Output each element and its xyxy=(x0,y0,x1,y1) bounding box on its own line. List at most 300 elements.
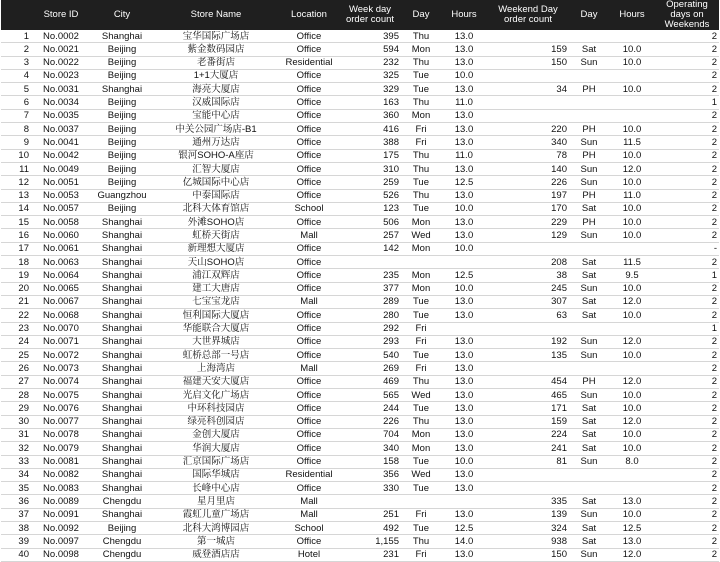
cell-store-name: 国际华城店 xyxy=(192,469,240,481)
cell-weekday-order-count: 232 xyxy=(383,57,399,69)
cell-store-id: No.0071 xyxy=(43,336,79,348)
cell-weekday-order-count: 1,155 xyxy=(375,535,399,547)
cell-store-name: 威登酒店店 xyxy=(192,549,240,561)
cell-weekend-order-count: 229 xyxy=(551,216,567,228)
cell-operating-days: 2 xyxy=(711,163,717,175)
cell-store-id: No.0041 xyxy=(43,136,79,148)
cell-city: Shanghai xyxy=(101,230,143,241)
cell-store-name: 上海湾店 xyxy=(196,362,235,374)
cell-weekend-day xyxy=(569,242,609,255)
cell-city: Shanghai xyxy=(101,376,143,388)
cell-operating-days: 2 xyxy=(711,469,717,481)
cell-operating-days: 1 xyxy=(711,269,717,281)
cell-weekday-hours: 13.0 xyxy=(454,402,474,414)
cell-operating-days: 2 xyxy=(711,522,717,534)
cell-operating-days: 2 xyxy=(711,456,717,468)
cell-weekday-order-count xyxy=(339,256,401,269)
cell-weekday-day: Fri xyxy=(415,136,427,148)
cell-weekday-hours: 12.5 xyxy=(454,176,474,188)
cell-index: 19 xyxy=(18,269,29,281)
cell-index: 32 xyxy=(18,442,29,454)
header-store-name: Store Name xyxy=(153,0,279,30)
cell-weekend-order-count: 139 xyxy=(551,509,567,521)
cell-weekend-order-count xyxy=(487,69,569,82)
cell-operating-days: 2 xyxy=(711,203,717,215)
cell-store-id: No.0076 xyxy=(43,402,79,414)
cell-weekday-day: Wed xyxy=(411,389,431,401)
cell-store-id: No.0070 xyxy=(43,323,79,335)
cell-index: 31 xyxy=(18,429,29,441)
cell-weekday-hours: 12.5 xyxy=(454,269,474,281)
cell-weekday-order-count: 395 xyxy=(383,30,399,42)
cell-store-name: 宝能中心店 xyxy=(192,110,240,122)
cell-weekend-day: Sat xyxy=(581,43,597,55)
cell-weekday-hours xyxy=(441,495,487,508)
cell-store-name: 浦江双辉店 xyxy=(192,269,240,281)
cell-weekday-hours xyxy=(441,322,487,335)
cell-operating-days: 2 xyxy=(711,150,717,162)
cell-operating-days: 2 xyxy=(711,70,717,82)
cell-city: Beijing xyxy=(107,43,137,55)
cell-weekday-order-count: 269 xyxy=(383,362,399,374)
cell-store-id: No.0078 xyxy=(43,429,79,441)
table-row xyxy=(1,162,719,175)
cell-weekday-day: Mon xyxy=(411,429,431,441)
cell-operating-days: 2 xyxy=(711,429,717,441)
cell-weekend-day: Sun xyxy=(580,456,598,468)
cell-weekday-hours: 13.0 xyxy=(454,349,474,361)
cell-location: Office xyxy=(296,429,322,441)
cell-weekend-order-count: 78 xyxy=(556,150,567,162)
cell-city: Shanghai xyxy=(101,416,143,428)
cell-operating-days: 2 xyxy=(711,123,717,135)
header-weekday-day: Day xyxy=(401,0,441,30)
cell-weekday-day: Thu xyxy=(412,150,430,162)
cell-weekend-order-count: 324 xyxy=(551,522,567,534)
cell-index: 17 xyxy=(18,243,29,255)
cell-weekend-day: PH xyxy=(582,150,596,162)
cell-weekday-order-count: 231 xyxy=(383,549,399,561)
cell-weekend-day: Sun xyxy=(580,336,598,348)
cell-weekend-order-count: 159 xyxy=(551,416,567,428)
cell-weekend-day: PH xyxy=(582,216,596,228)
cell-weekend-day: PH xyxy=(582,190,596,202)
cell-location: Office xyxy=(296,376,322,388)
cell-store-id: No.0053 xyxy=(43,190,79,202)
cell-weekday-hours: 14.0 xyxy=(454,535,474,547)
cell-store-name: 星月里店 xyxy=(196,495,235,507)
cell-weekday-hours: 13.0 xyxy=(454,482,474,494)
cell-operating-days: 2 xyxy=(711,509,717,521)
cell-operating-days: 2 xyxy=(711,402,717,414)
cell-weekend-order-count: 245 xyxy=(551,283,567,295)
cell-weekend-day: Sun xyxy=(580,389,598,401)
cell-weekend-hours: 10.0 xyxy=(622,349,642,361)
cell-weekend-day: Sun xyxy=(580,549,598,561)
cell-store-id: No.0002 xyxy=(43,30,79,42)
cell-weekday-day xyxy=(401,256,441,269)
cell-location: Office xyxy=(296,136,322,148)
cell-weekend-hours xyxy=(609,468,655,481)
cell-location: Residential xyxy=(285,469,333,481)
cell-weekday-day: Tue xyxy=(412,176,430,188)
table-row xyxy=(1,269,719,282)
cell-operating-days: 2 xyxy=(711,535,717,547)
cell-weekend-day xyxy=(569,468,609,481)
cell-weekday-day: Fri xyxy=(415,336,427,348)
header-index xyxy=(1,0,31,30)
cell-weekend-order-count: 135 xyxy=(551,349,567,361)
cell-index: 14 xyxy=(18,203,29,215)
cell-store-id: No.0058 xyxy=(43,216,79,228)
cell-weekend-day: Sat xyxy=(581,402,597,414)
table-row xyxy=(1,468,719,481)
cell-weekend-day: Sun xyxy=(580,509,598,521)
table-row xyxy=(1,282,719,295)
cell-operating-days: - xyxy=(713,243,717,255)
cell-index: 4 xyxy=(23,70,29,82)
cell-location: Mall xyxy=(300,230,318,241)
cell-weekend-order-count: 340 xyxy=(551,136,567,148)
cell-store-name: 七宝宝龙店 xyxy=(192,296,240,308)
cell-weekend-order-count: 454 xyxy=(551,376,567,388)
cell-store-name: 中关公园广场店-B1 xyxy=(175,123,257,135)
cell-store-name: 老番街店 xyxy=(196,57,235,69)
cell-weekend-hours: 11.5 xyxy=(623,256,641,268)
cell-weekday-order-count: 289 xyxy=(383,296,399,308)
cell-weekday-day: Fri xyxy=(415,323,427,335)
cell-weekend-hours: 12.5 xyxy=(622,522,642,534)
cell-location: Office xyxy=(296,482,322,494)
table-row xyxy=(1,335,719,348)
table-row xyxy=(1,375,719,388)
cell-weekend-day: Sun xyxy=(580,349,598,361)
cell-weekend-hours: 10.0 xyxy=(622,203,642,215)
cell-weekend-day: PH xyxy=(582,83,596,95)
cell-weekday-day: Fri xyxy=(415,362,427,374)
cell-city: Beijing xyxy=(107,110,137,122)
table-row xyxy=(1,521,719,534)
table-row xyxy=(1,548,719,561)
cell-location: Office xyxy=(296,110,322,122)
table-row xyxy=(1,415,719,428)
cell-weekend-order-count: 208 xyxy=(551,256,567,268)
table-row xyxy=(1,56,719,69)
header-location: Location xyxy=(279,0,339,30)
cell-weekend-hours: 9.5 xyxy=(625,269,639,281)
cell-weekday-hours: 13.0 xyxy=(454,136,474,148)
cell-city: Beijing xyxy=(107,522,137,534)
table-header xyxy=(1,0,719,30)
cell-weekday-order-count: 388 xyxy=(383,136,399,148)
cell-location: Mall xyxy=(300,509,318,521)
cell-city: Shanghai xyxy=(101,216,143,228)
cell-weekend-hours: 12.0 xyxy=(622,416,642,428)
cell-weekend-order-count: 224 xyxy=(551,429,567,441)
cell-weekday-order-count: 280 xyxy=(383,309,399,321)
cell-location: Office xyxy=(296,323,322,335)
cell-weekday-day: Thu xyxy=(412,163,430,175)
cell-store-name: 恒利国际大厦店 xyxy=(182,309,250,321)
cell-store-name: 福建天安大厦店 xyxy=(182,376,250,388)
cell-index: 33 xyxy=(18,456,29,468)
cell-weekend-day xyxy=(569,109,609,122)
cell-weekday-order-count: 356 xyxy=(383,469,399,481)
table-row xyxy=(1,389,719,402)
cell-weekend-order-count xyxy=(487,362,569,375)
cell-store-name: 第一城店 xyxy=(196,535,235,547)
cell-index: 6 xyxy=(23,97,29,109)
cell-weekday-day: Tue xyxy=(412,522,430,534)
cell-location: Office xyxy=(296,283,322,295)
cell-store-id: No.0021 xyxy=(43,43,79,55)
cell-weekend-day: Sun xyxy=(580,230,598,241)
table-row xyxy=(1,149,719,162)
cell-store-id: No.0068 xyxy=(43,309,79,321)
table-row xyxy=(1,202,719,215)
cell-city: Shanghai xyxy=(101,429,143,441)
cell-weekend-day: Sun xyxy=(580,57,598,69)
cell-index: 26 xyxy=(18,362,29,374)
table-row xyxy=(1,189,719,202)
cell-city: Guangzhou xyxy=(97,190,147,202)
header-weekend-order-count: Weekend Day order count xyxy=(487,0,569,30)
cell-store-name: 海亮大厦店 xyxy=(192,83,240,95)
cell-weekend-hours: 10.0 xyxy=(622,429,642,441)
cell-weekday-day: Mon xyxy=(411,442,431,454)
cell-store-name: 汇智大厦店 xyxy=(192,163,240,175)
table-row xyxy=(1,69,719,82)
table-row xyxy=(1,30,719,43)
cell-location: Office xyxy=(296,123,322,135)
cell-operating-days: 2 xyxy=(711,389,717,401)
cell-index: 39 xyxy=(18,535,29,547)
cell-index: 18 xyxy=(18,256,29,268)
cell-store-id: No.0051 xyxy=(43,176,79,188)
cell-store-name: 银河SOHO-A座店 xyxy=(178,150,254,162)
cell-weekend-day: Sat xyxy=(581,522,597,534)
cell-weekday-order-count: 259 xyxy=(383,176,399,188)
cell-weekday-order-count: 244 xyxy=(383,402,399,414)
cell-weekday-hours: 13.0 xyxy=(454,43,474,55)
cell-city: Chengdu xyxy=(102,495,142,507)
cell-store-id: No.0022 xyxy=(43,57,79,69)
cell-weekday-day: Wed xyxy=(411,230,431,241)
table-row xyxy=(1,295,719,308)
cell-weekday-day: Wed xyxy=(411,469,431,481)
cell-store-name: 汉威国际店 xyxy=(192,97,240,109)
cell-weekday-order-count: 123 xyxy=(383,203,399,215)
cell-weekend-order-count: 140 xyxy=(551,163,567,175)
table-row xyxy=(1,442,719,455)
cell-index: 35 xyxy=(18,482,29,494)
table-row xyxy=(1,402,719,415)
cell-weekday-day: Mon xyxy=(411,216,431,228)
cell-weekend-day: Sat xyxy=(581,296,597,308)
cell-weekend-order-count: 150 xyxy=(551,549,567,561)
cell-store-name: 金创大厦店 xyxy=(192,429,240,441)
cell-store-name: 北科大体育馆店 xyxy=(182,203,250,215)
cell-store-id: No.0081 xyxy=(43,456,79,468)
cell-operating-days: 2 xyxy=(711,230,717,241)
cell-index: 24 xyxy=(18,336,29,348)
cell-weekday-hours: 13.0 xyxy=(454,110,474,122)
cell-city: Beijing xyxy=(107,176,137,188)
cell-weekend-hours: 11.0 xyxy=(623,190,641,202)
cell-weekend-order-count: 34 xyxy=(556,83,567,95)
cell-index: 22 xyxy=(18,309,29,321)
cell-weekend-order-count xyxy=(487,482,569,495)
cell-weekday-day: Mon xyxy=(411,283,431,295)
cell-weekend-hours: 12.0 xyxy=(622,376,642,388)
cell-index: 40 xyxy=(18,549,29,561)
cell-weekday-hours: 11.0 xyxy=(455,150,473,162)
cell-location: Office xyxy=(296,150,322,162)
cell-weekend-hours: 10.0 xyxy=(622,283,642,295)
cell-city: Shanghai xyxy=(101,349,143,361)
cell-store-name: 中环科技园店 xyxy=(187,402,245,414)
cell-weekend-hours xyxy=(609,242,655,255)
cell-weekend-order-count xyxy=(487,96,569,109)
cell-weekend-hours: 10.0 xyxy=(622,402,642,414)
cell-store-id: No.0079 xyxy=(43,442,79,454)
table-row xyxy=(1,229,719,242)
cell-city: Shanghai xyxy=(101,469,143,481)
cell-index: 23 xyxy=(18,323,29,335)
cell-weekday-order-count: 235 xyxy=(383,269,399,281)
cell-index: 2 xyxy=(23,43,29,55)
cell-weekday-order-count: 506 xyxy=(383,216,399,228)
cell-weekday-day: Thu xyxy=(412,57,430,69)
cell-weekend-hours: 13.0 xyxy=(622,495,642,507)
cell-weekend-order-count: 150 xyxy=(551,57,567,69)
cell-location: Office xyxy=(296,456,322,468)
cell-operating-days: 2 xyxy=(711,83,717,95)
cell-operating-days: 2 xyxy=(711,362,717,374)
cell-location: School xyxy=(294,203,324,215)
cell-weekday-hours: 11.0 xyxy=(455,97,473,109)
cell-weekend-day: Sat xyxy=(581,535,597,547)
cell-weekday-day: Tue xyxy=(412,456,430,468)
cell-weekend-hours: 10.0 xyxy=(622,57,642,69)
cell-weekday-day: Thu xyxy=(412,190,430,202)
cell-store-name: 虹桥总部一号店 xyxy=(182,349,250,361)
cell-city: Beijing xyxy=(107,163,137,175)
cell-weekend-order-count: 307 xyxy=(551,296,567,308)
table-row xyxy=(1,495,719,508)
table-row xyxy=(1,176,719,189)
cell-store-name: 1+1大厦店 xyxy=(193,70,239,82)
cell-store-name: 宝华国际广场店 xyxy=(182,30,250,42)
cell-operating-days: 2 xyxy=(711,336,717,348)
cell-weekday-order-count: 310 xyxy=(383,163,399,175)
cell-index: 36 xyxy=(18,495,29,507)
cell-weekend-hours: 10.0 xyxy=(622,230,642,241)
cell-city: Shanghai xyxy=(101,243,143,255)
cell-store-name: 华能联合大厦店 xyxy=(182,323,250,335)
cell-store-name: 霞虹儿童广场店 xyxy=(182,509,250,521)
cell-location: Office xyxy=(296,336,322,348)
cell-weekend-day: PH xyxy=(582,376,596,388)
cell-location: Office xyxy=(296,416,322,428)
cell-weekend-day xyxy=(569,30,609,43)
cell-location: Office xyxy=(296,309,322,321)
cell-weekday-hours: 13.0 xyxy=(454,216,474,228)
cell-store-id: No.0074 xyxy=(43,376,79,388)
cell-weekday-hours: 10.0 xyxy=(454,283,474,295)
cell-weekend-day: Sat xyxy=(581,429,597,441)
cell-index: 1 xyxy=(23,30,29,42)
cell-store-id: No.0067 xyxy=(43,296,79,308)
cell-index: 16 xyxy=(18,230,29,241)
cell-weekend-hours: 10.0 xyxy=(622,123,642,135)
cell-weekday-order-count: 257 xyxy=(383,230,399,241)
cell-weekday-order-count: 158 xyxy=(383,456,399,468)
cell-city: Shanghai xyxy=(101,362,143,374)
cell-operating-days: 1 xyxy=(711,323,717,335)
cell-weekday-day: Mon xyxy=(411,43,431,55)
cell-weekend-hours: 10.0 xyxy=(622,309,642,321)
cell-weekend-hours: 10.0 xyxy=(622,442,642,454)
table-row xyxy=(1,482,719,495)
cell-weekday-hours: 12.5 xyxy=(454,522,474,534)
cell-location: Office xyxy=(296,216,322,228)
cell-weekend-hours: 13.0 xyxy=(622,535,642,547)
cell-weekday-order-count: 293 xyxy=(383,336,399,348)
cell-store-id: No.0077 xyxy=(43,416,79,428)
cell-weekday-hours: 10.0 xyxy=(454,203,474,215)
table-row xyxy=(1,242,719,255)
cell-location: Office xyxy=(296,30,322,42)
cell-weekday-order-count: 526 xyxy=(383,190,399,202)
cell-weekday-hours: 10.0 xyxy=(454,70,474,82)
cell-weekend-hours xyxy=(609,96,655,109)
cell-weekday-hours: 13.0 xyxy=(454,309,474,321)
cell-weekend-order-count xyxy=(487,109,569,122)
cell-weekday-day: Tue xyxy=(412,402,430,414)
cell-weekend-day: Sat xyxy=(581,203,597,215)
cell-store-name: 华润大厦店 xyxy=(192,442,240,454)
cell-index: 3 xyxy=(23,57,29,69)
cell-weekday-order-count: 704 xyxy=(383,429,399,441)
header-city: City xyxy=(91,0,153,30)
cell-weekend-hours: 12.0 xyxy=(622,336,642,348)
cell-location: Office xyxy=(296,389,322,401)
cell-city: Shanghai xyxy=(101,509,143,521)
cell-store-id: No.0063 xyxy=(43,256,79,268)
cell-city: Beijing xyxy=(107,203,137,215)
cell-store-id: No.0083 xyxy=(43,482,79,494)
cell-weekend-order-count: 192 xyxy=(551,336,567,348)
cell-city: Shanghai xyxy=(101,256,143,268)
cell-operating-days: 2 xyxy=(711,30,717,42)
cell-weekday-order-count: 469 xyxy=(383,376,399,388)
cell-store-name: 新理想大厦店 xyxy=(187,243,245,255)
cell-weekend-hours: 11.5 xyxy=(623,136,641,148)
cell-operating-days: 2 xyxy=(711,110,717,122)
cell-index: 38 xyxy=(18,522,29,534)
cell-weekend-order-count: 81 xyxy=(556,456,567,468)
cell-weekend-order-count: 241 xyxy=(551,442,567,454)
cell-location: Office xyxy=(296,535,322,547)
cell-index: 27 xyxy=(18,376,29,388)
cell-store-id: No.0064 xyxy=(43,269,79,281)
table-row xyxy=(1,96,719,109)
cell-store-name: 紫金数码园店 xyxy=(187,43,245,55)
cell-index: 9 xyxy=(23,136,29,148)
cell-store-id: No.0065 xyxy=(43,283,79,295)
table-row xyxy=(1,428,719,441)
